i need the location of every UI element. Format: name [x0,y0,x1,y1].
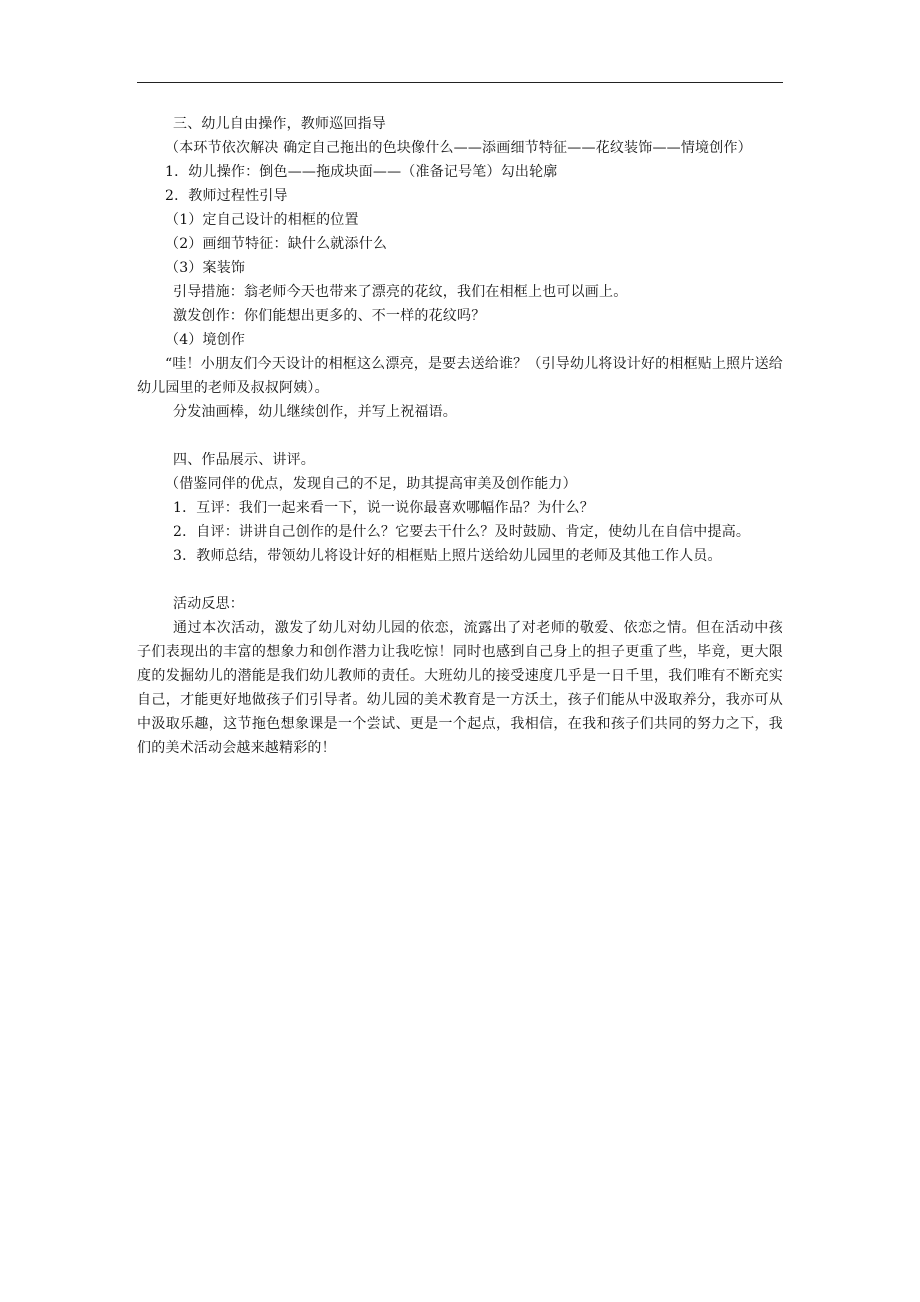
spacer [137,568,783,592]
guidance-item-1: （1）定自己设计的相框的位置 [165,212,359,228]
guidance-item-4: （4）境创作 [165,332,246,348]
creation-prompt: 激发创作：你们能想出更多的、不一样的花纹吗？ [173,308,486,324]
section-3-note: （本环节依次解决 确定自己拖出的色块像什么——添画细节特征——花纹装饰——情境创作） [165,140,752,156]
self-review: 2．自评：讲讲自己创作的是什么？它要去干什么？及时鼓励、肯定，使幼儿在自信中提高。 [173,524,751,540]
section-3-guidance: 2．教师过程性引导 [165,188,288,204]
guidance-item-2: （2）画细节特征：缺什么就添什么 [165,236,388,252]
guidance-item-3: （3）案装饰 [165,260,246,276]
peer-review: 1．互评：我们一起来看一下，说一说你最喜欢哪幅作品？为什么？ [173,500,594,516]
teacher-summary: 3．教师总结，带领幼儿将设计好的相框贴上照片送给幼儿园里的老师及其他工作人员。 [173,548,722,564]
document-body [137,112,783,760]
spacer [137,424,783,448]
guidance-measure: 引导措施：翁老师今天也带来了漂亮的花纹，我们在相框上也可以画上。 [173,284,628,300]
section-3-operation: 1．幼儿操作：倒色——拖成块面——（准备记号笔）勾出轮廓 [165,164,558,180]
teacher-quote: “哇！小朋友们今天设计的相框这么漂亮，是要去送给谁？（引导幼儿将设计好的相框贴上照片送给幼儿园里的老师及叔叔阿姨）。 [137,356,783,396]
section-3-heading: 三、幼儿自由操作，教师巡回指导 [173,116,386,132]
reflection-heading: 活动反思： [173,596,244,612]
distribute-note: 分发油画棒，幼儿继续创作，并写上祝福语。 [173,404,457,420]
header-rule [137,82,783,83]
reflection-body: 通过本次活动，激发了幼儿对幼儿园的依恋，流露出了对老师的敬爱、依恋之情。但在活动中孩子们表现出的丰富的想象力和创作潜力让我吃惊！同时也感到自己身上的担子更重了些，毕竟，更大限度的发掘幼儿的潜能是我们幼儿教师的责任。大班幼儿的接受速度几乎是一日千里，我们唯有不断充实自己，才能更好地做孩子们引导者。幼儿园的美术教育是一方沃土，孩子们能从中汲取养分，我亦可从中汲取乐趣，这节拖色想象课是一个尝试、更是一个起点，我相信，在我和孩子们共同的努力之下，我们的美术活动会越来越精彩的！ [137,620,783,756]
section-4-heading: 四、作品展示、讲评。 [173,452,315,468]
section-4-note: （借鉴同伴的优点，发现自己的不足，助其提高审美及创作能力） [165,476,577,492]
